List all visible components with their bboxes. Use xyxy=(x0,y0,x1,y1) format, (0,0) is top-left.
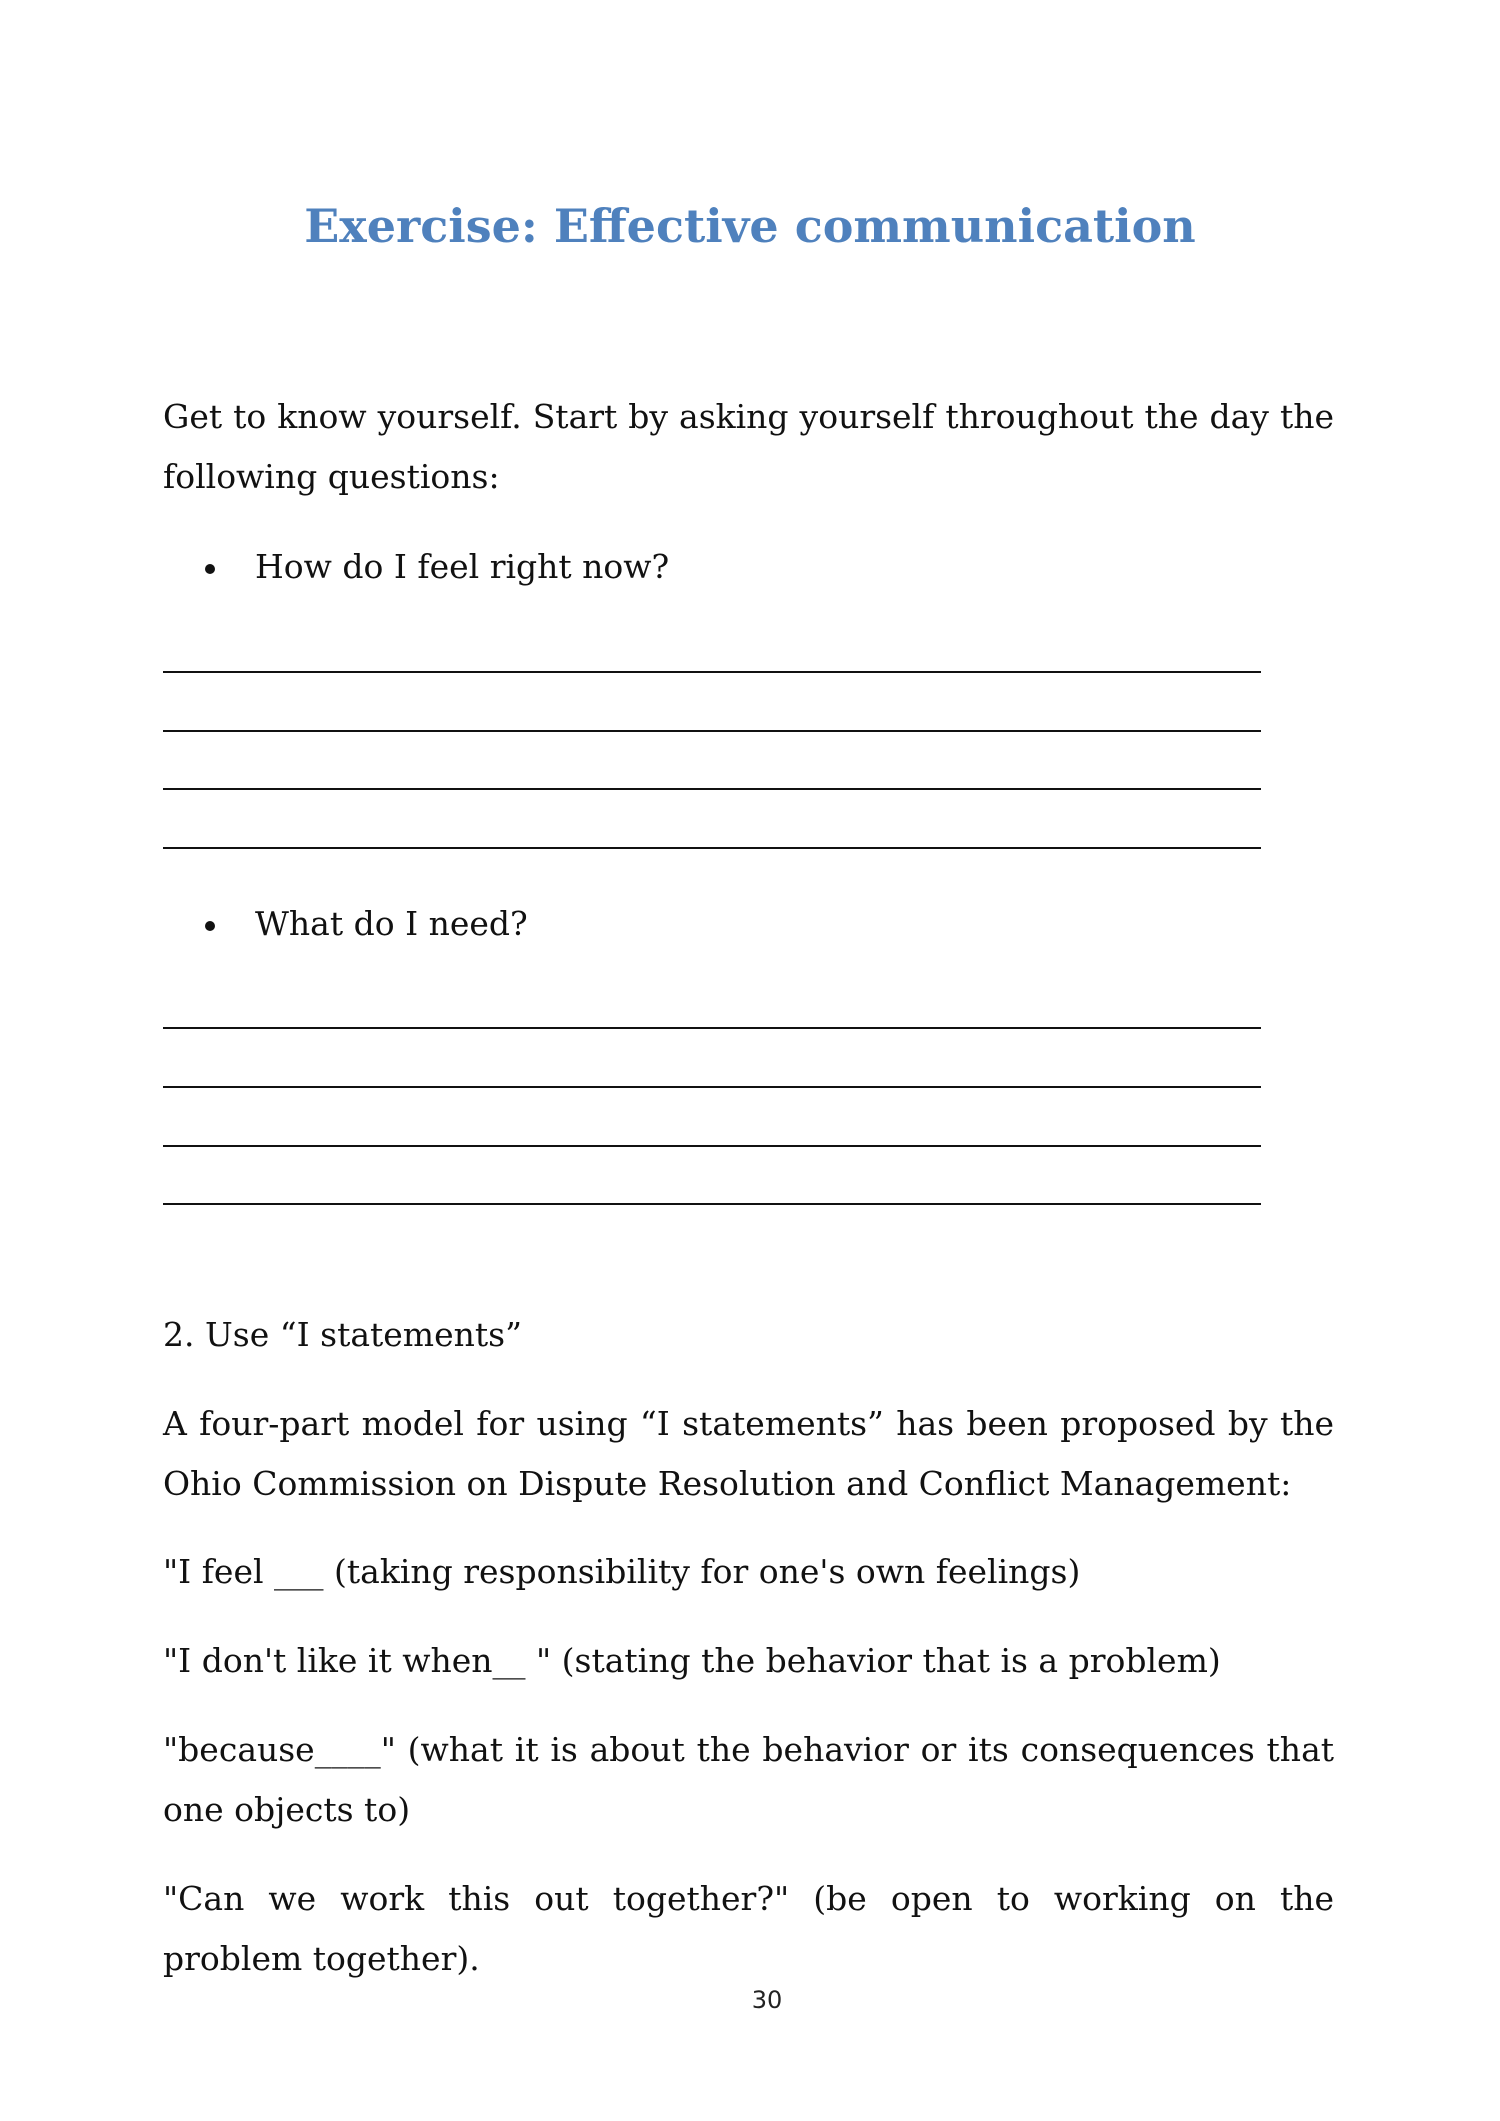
answer-line[interactable] xyxy=(163,671,1261,673)
answer-line[interactable] xyxy=(163,788,1261,790)
question-bullet-1 xyxy=(208,537,669,597)
answer-line[interactable] xyxy=(163,1027,1261,1029)
bullet-icon xyxy=(205,564,215,574)
page-title: Exercise: Effective communication xyxy=(304,199,1196,253)
statement-work-together: "Can we work this out together?" (be open to working on the problem together). xyxy=(163,1879,1334,1978)
answer-line[interactable] xyxy=(163,730,1261,732)
question-bullet-2 xyxy=(208,894,528,954)
statement-feel: "I feel ___ (taking responsibility for one's own feelings) xyxy=(163,1552,1081,1591)
page-number: 30 xyxy=(751,1986,783,2014)
model-intro-paragraph: A four-part model for using “I statements” has been proposed by the Ohio Commission on Dispute Resolution and Conflict Management: xyxy=(163,1404,1334,1503)
bullet-icon xyxy=(205,921,215,931)
intro-paragraph: Get to know yourself. Start by asking yourself throughout the day the following questions: xyxy=(163,397,1334,496)
answer-line[interactable] xyxy=(163,1086,1261,1088)
statement-because: "because____" (what it is about the behavior or its consequences that one objects to) xyxy=(163,1730,1334,1829)
answer-line[interactable] xyxy=(163,847,1261,849)
statement-dont-like: "I don't like it when__ " (stating the behavior that is a problem) xyxy=(163,1641,1221,1680)
section-heading: 2. Use “I statements” xyxy=(163,1315,522,1354)
answer-line[interactable] xyxy=(163,1203,1261,1205)
answer-line[interactable] xyxy=(163,1145,1261,1147)
question-text: What do I need? xyxy=(255,904,528,943)
question-text: How do I feel right now? xyxy=(255,547,670,586)
